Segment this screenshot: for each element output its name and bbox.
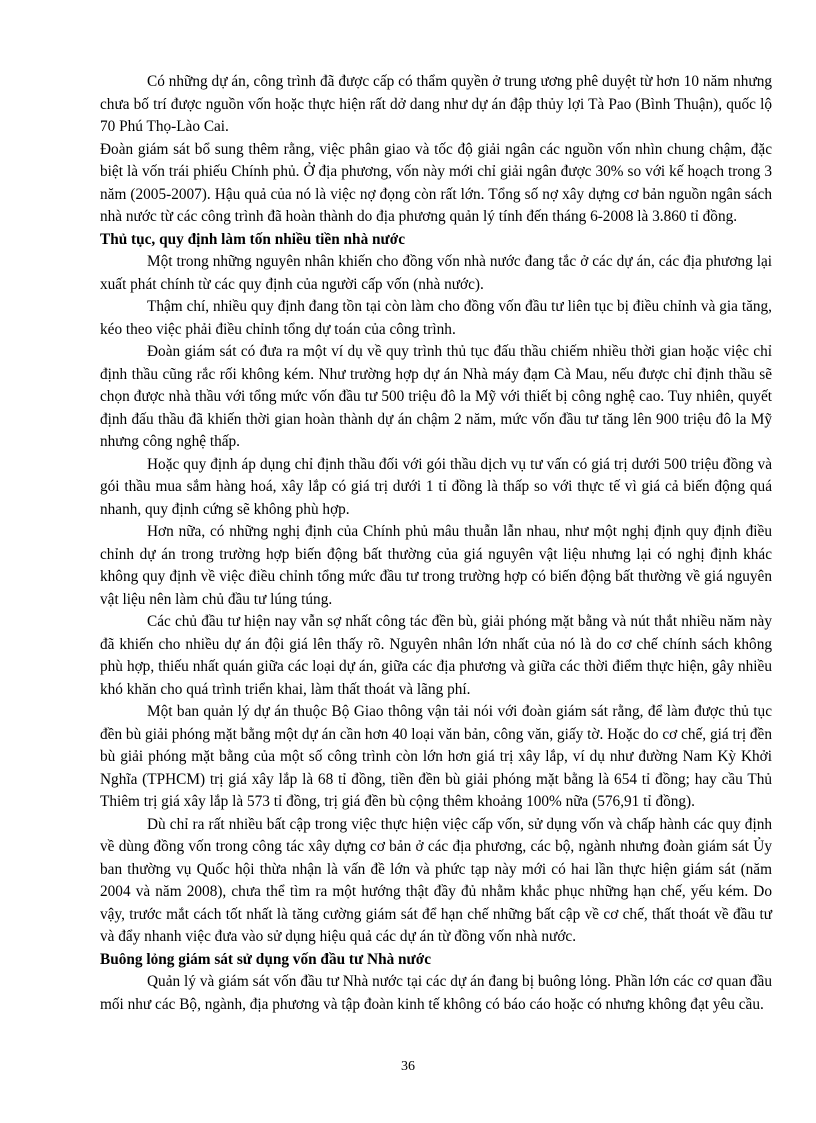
paragraph: Một trong những nguyên nhân khiến cho đồng vốn nhà nước đang tắc ở các dự án, các địa phương lại xuất phát chính từ các quy định của người cấp vốn (nhà nước).: [100, 253, 772, 293]
paragraph: Các chủ đầu tư hiện nay vẫn sợ nhất công tác đền bù, giải phóng mặt bằng và nút thắt nhiều năm này đã khiến cho nhiều dự án đội giá lên thấy rõ. Nguyên nhân lớn nhất của nó là do cơ chế chính sách không phù hợp, thiếu nhất quán giữa các loại dự án, giữa các địa phương và giữa các thời điểm thực hiện, gây nhiều khó khăn cho quá trình triển khai, làm thất thoát và lãng phí.: [100, 613, 772, 698]
paragraph: Quản lý và giám sát vốn đầu tư Nhà nước tại các dự án đang bị buông lỏng. Phần lớn các cơ quan đầu mối như các Bộ, ngành, địa phương và tập đoàn kinh tế không có báo cáo hoặc có nhưng không đạt yêu cầu.: [100, 973, 772, 1013]
section-heading: Thủ tục, quy định làm tốn nhiều tiền nhà nước: [100, 230, 405, 248]
document-body: [100, 71, 772, 1016]
paragraph: Đoàn giám sát có đưa ra một ví dụ về quy trình thủ tục đấu thầu chiếm nhiều thời gian hoặc việc chỉ định thầu cũng rắc rối không kém. Như trường hợp dự án Nhà máy đạm Cà Mau, nếu được chỉ định thầu sẽ chọn được nhà thầu với tổng mức vốn đầu tư 500 triệu đô la Mỹ với thiết bị công nghệ cao. Tuy nhiên, quyết định đấu thầu đã khiến thời gian hoàn thành dự án chậm 2 năm, mức vốn đầu tư tăng lên 900 triệu đô la Mỹ nhưng công nghệ thấp.: [100, 343, 772, 450]
paragraph: Hơn nữa, có những nghị định của Chính phủ mâu thuẫn lẫn nhau, như một nghị định quy định điều chỉnh dự án trong trường hợp biến động bất thường của giá nguyên vật liệu nhưng lại có nghị định khác không quy định về việc điều chỉnh tổng mức đầu tư trong trường hợp có biến động bất thường về giá nguyên vật liệu nên làm chủ đầu tư lúng túng.: [100, 523, 772, 608]
section-heading: Buông lỏng giám sát sử dụng vốn đầu tư Nhà nước: [100, 950, 431, 968]
paragraph: Hoặc quy định áp dụng chỉ định thầu đối với gói thầu dịch vụ tư vấn có giá trị dưới 500 triệu đồng và gói thầu mua sắm hàng hoá, xây lắp có giá trị dưới 1 tỉ đồng là thấp so với thực tế vì giá cả biến động quá nhanh, quy định cứng sẽ không phù hợp.: [100, 455, 772, 518]
paragraph: Có những dự án, công trình đã được cấp có thẩm quyền ở trung ương phê duyệt từ hơn 10 năm nhưng chưa bố trí được nguồn vốn hoặc thực hiện rất dở dang như dự án đập thủy lợi Tà Pao (Bình Thuận), quốc lộ 70 Phú Thọ-Lào Cai.: [100, 73, 772, 135]
paragraph: Dù chỉ ra rất nhiều bất cập trong việc thực hiện việc cấp vốn, sử dụng vốn và chấp hành các quy định về dùng đồng vốn trong công tác xây dựng cơ bản ở các địa phương, các bộ, ngành nhưng đoàn giám sát Ủy ban thường vụ Quốc hội thừa nhận là vấn đề lớn và phức tạp này mới có hai lần thực hiện giám sát (năm 2004 và năm 2008), chưa thể tìm ra một hướng thật đầy đủ nhằm khắc phục những hạn chế, yếu kém. Do vậy, trước mắt cách tốt nhất là tăng cường giám sát để hạn chế những bất cập về cơ chế, thất thoát về đầu tư và đẩy nhanh việc đưa vào sử dụng hiệu quả các dự án từ đồng vốn nhà nước.: [100, 815, 772, 945]
paragraph: Thậm chí, nhiều quy định đang tồn tại còn làm cho đồng vốn đầu tư liên tục bị điều chỉnh và gia tăng, kéo theo việc phải điều chỉnh tổng dự toán của công trình.: [100, 298, 772, 338]
paragraph: Đoàn giám sát bổ sung thêm rằng, việc phân giao và tốc độ giải ngân các nguồn vốn nhìn chung chậm, đặc biệt là vốn trái phiếu Chính phủ. Ở địa phương, vốn này mới chỉ giải ngân được 30% so với kế hoạch trong 3 năm (2005-2007). Hậu quả của nó là việc nợ đọng còn rất lớn. Tổng số nợ xây dựng cơ bản nguồn ngân sách nhà nước từ các công trình đã hoàn thành do địa phương quản lý tính đến tháng 6-2008 là 3.860 tỉ đồng.: [100, 140, 772, 225]
page-number: 36: [401, 1059, 415, 1074]
paragraph: Một ban quản lý dự án thuộc Bộ Giao thông vận tải nói với đoàn giám sát rằng, để làm được thủ tục đền bù giải phóng mặt bằng một dự án cần hơn 40 loại văn bản, công văn, giấy tờ. Hoặc do cơ chế, giá trị đền bù giải phóng mặt bằng của một số công trình còn lớn hơn giá trị xây lắp, ví dụ như đường Nam Kỳ Khởi Nghĩa (TPHCM) trị giá xây lắp là 68 tỉ đồng, tiền đền bù giải phóng mặt bằng là 654 tỉ đồng; hay cầu Thủ Thiêm trị giá xây lắp là 573 tỉ đồng, trị giá đền bù cộng thêm khoảng 100% nữa (576,91 tỉ đồng).: [100, 703, 772, 810]
